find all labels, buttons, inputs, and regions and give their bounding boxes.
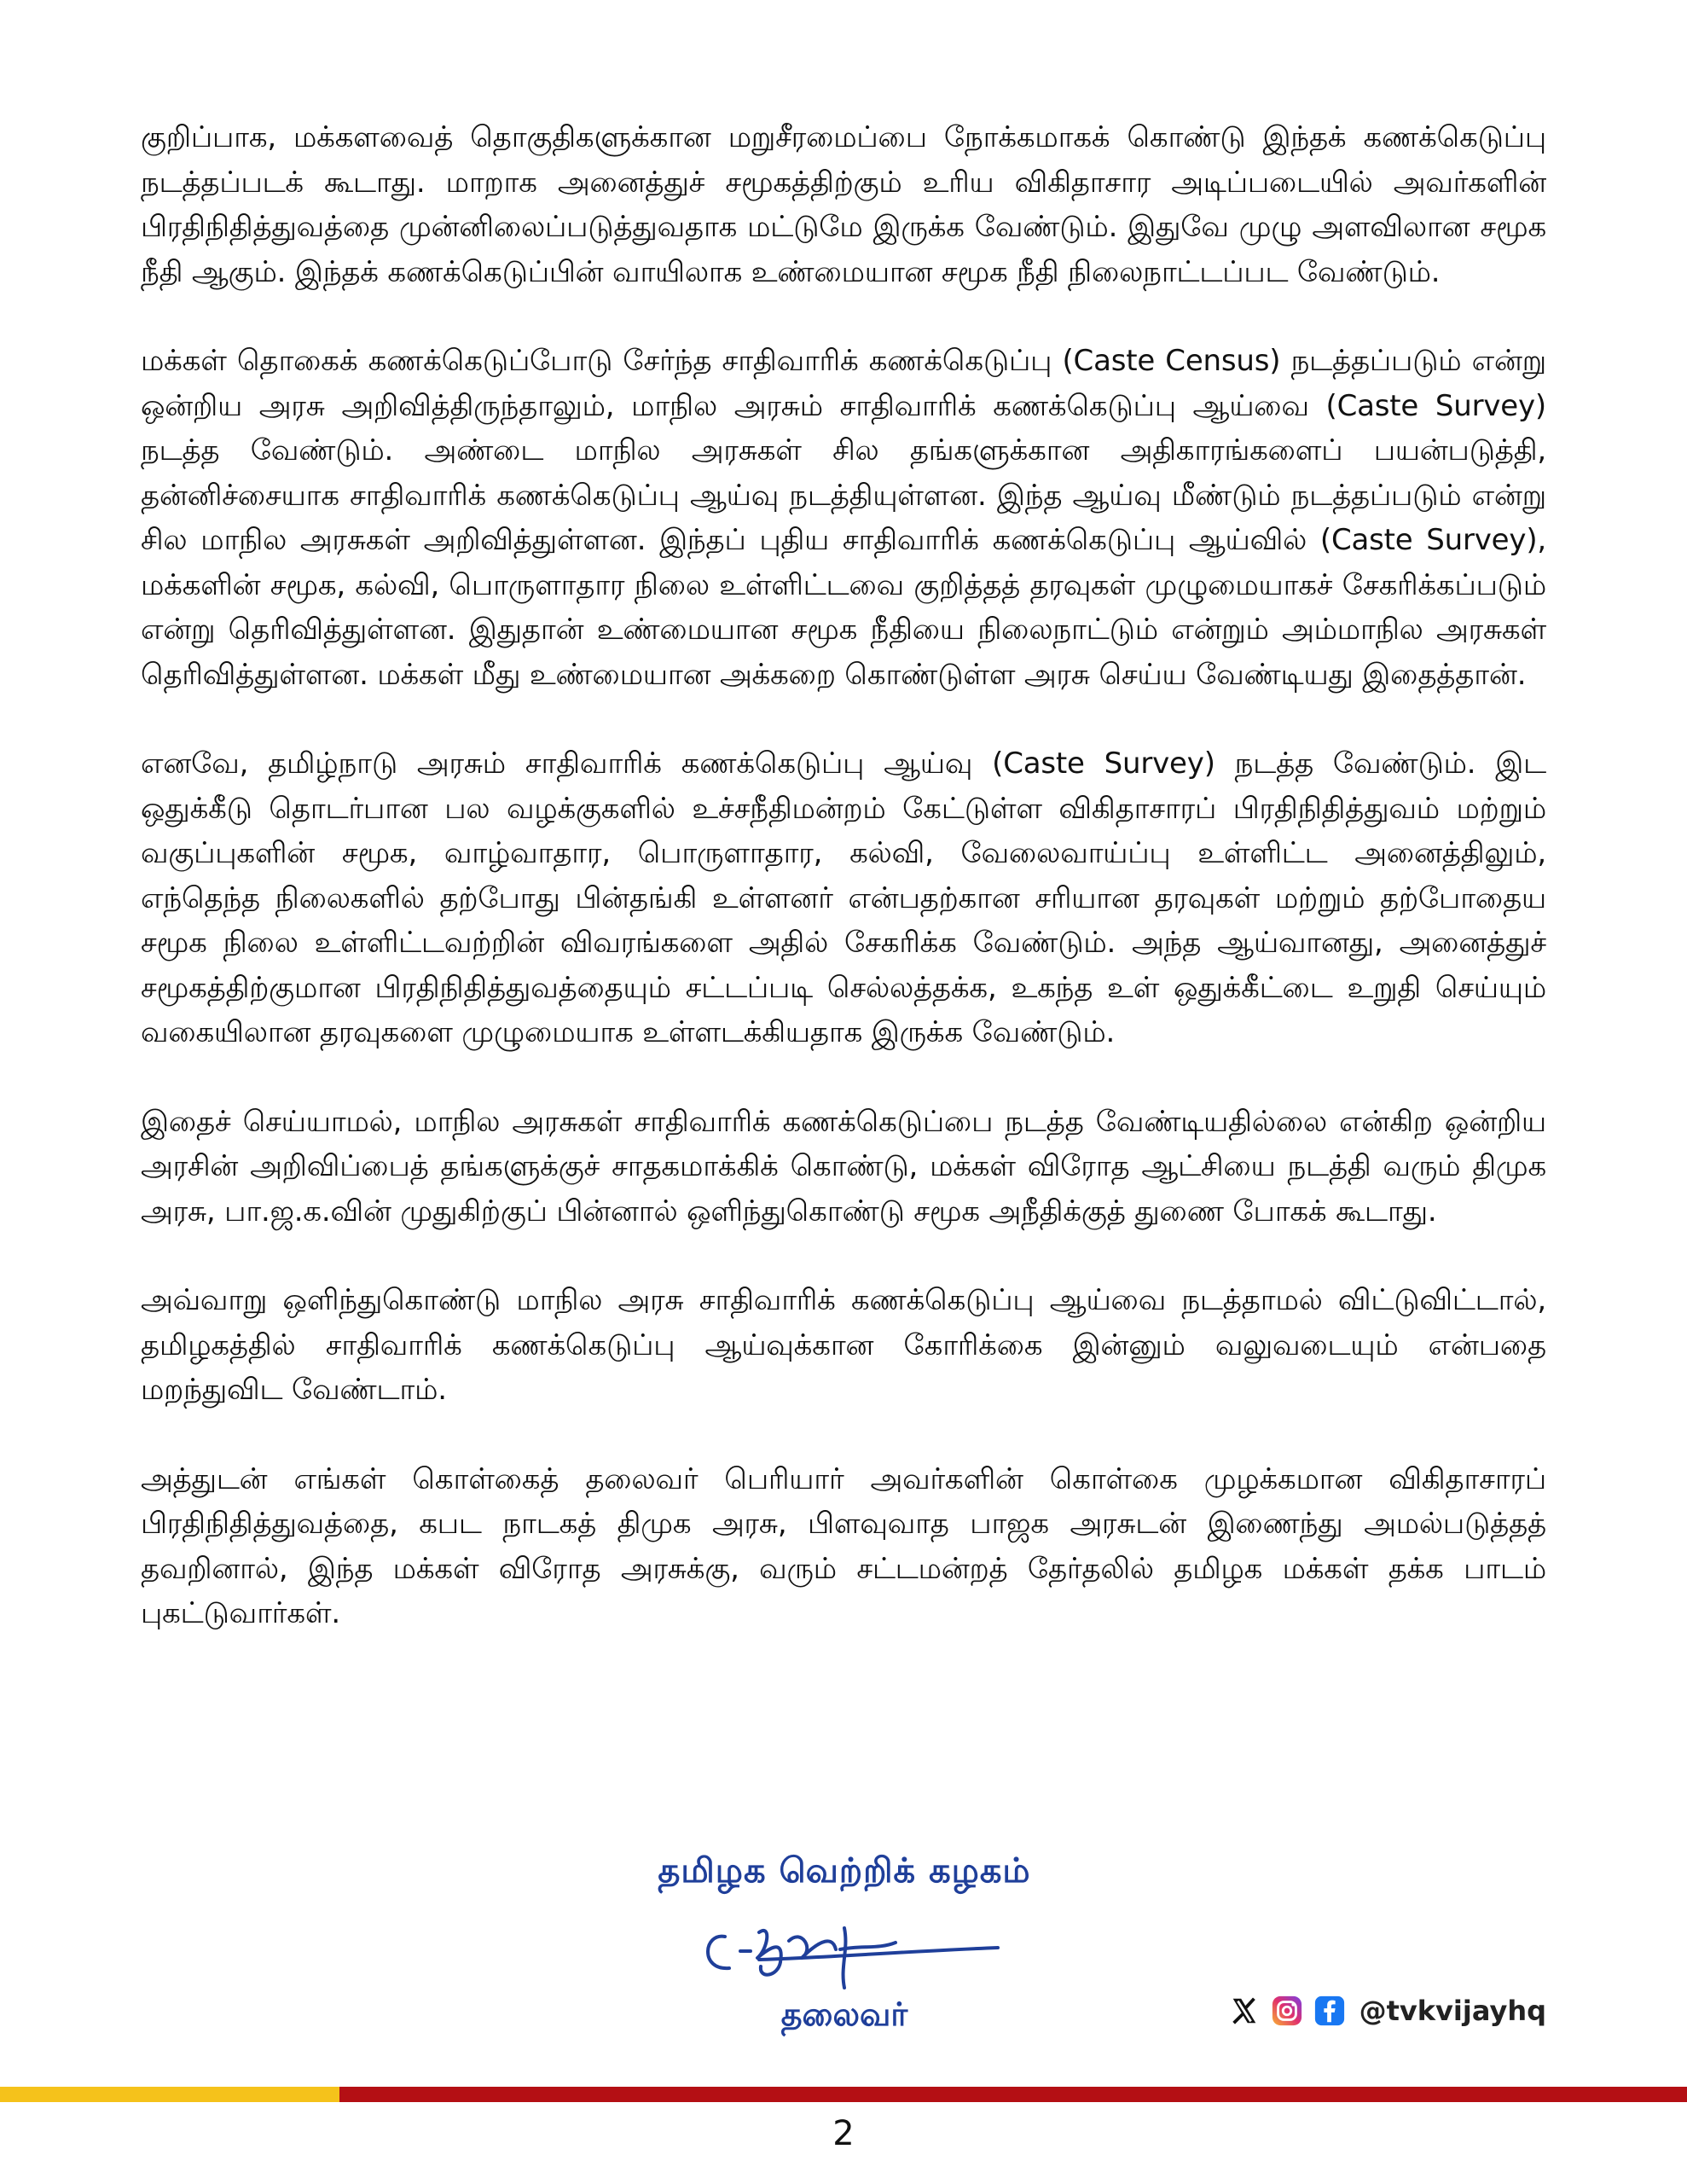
social-handle[interactable]: @tvkvijayhq [1359, 1995, 1546, 2027]
x-icon[interactable] [1228, 1995, 1261, 2027]
footer-stripe-red [339, 2087, 1687, 2102]
social-links [1228, 1995, 1546, 2027]
handwritten-signature [665, 1898, 1023, 2001]
paragraph-5: அவ்வாறு ஒளிந்துகொண்டு மாநில அரசு சாதிவாரிக் கணக்கெடுப்பு ஆய்வை நடத்தாமல் விட்டுவிட்டால், தமிழகத்தில் சாதிவாரிக் கணக்கெடுப்பு ஆய்வுக்கான கோரிக்கை இன்னும் வலுவடையும் என்பதை மறந்துவிட வேண்டாம். [141, 1283, 1546, 1407]
facebook-icon[interactable] [1313, 1995, 1346, 2027]
document-body [141, 115, 1546, 1681]
paragraph-4: இதைச் செய்யாமல், மாநில அரசுகள் சாதிவாரிக் கணக்கெடுப்பை நடத்த வேண்டியதில்லை என்கிற ஒன்றிய அரசின் அறிவிப்பைத் தங்களுக்குச் சாதகமாக்கிக் கொண்டு, மக்கள் விரோத ஆட்சியை நடத்தி வரும் திமுக அரசு, பா.ஜ.க.வின் முதுகிற்குப் பின்னால் ஒளிந்துகொண்டு சமூக அநீதிக்குத் துணை போகக் கூடாது. [141, 1104, 1546, 1228]
organization-name: தமிழக வெற்றிக் கழகம் [658, 1851, 1031, 1891]
page-number: 2 [832, 2114, 855, 2153]
paragraph-6: அத்துடன் எங்கள் கொள்கைத் தலைவர் பெரியார் அவர்களின் கொள்கை முழக்கமான விகிதாசாரப் பிரதிநிதித்துவத்தை, கபட நாடகத் திமுக அரசு, பிளவுவாத பாஜக அரசுடன் இணைந்து அமல்படுத்தத் தவறினால், இந்த மக்கள் விரோத அரசுக்கு, வரும் சட்டமன்றத் தேர்தலில் தமிழக மக்கள் தக்க பாடம் புகட்டுவார்கள். [141, 1461, 1546, 1630]
signature-block [597, 1851, 1092, 2038]
instagram-icon[interactable] [1271, 1995, 1303, 2027]
footer-stripe-yellow [0, 2087, 339, 2102]
paragraph-3: எனவே, தமிழ்நாடு அரசும் சாதிவாரிக் கணக்கெடுப்பு ஆய்வு (Caste Survey) நடத்த வேண்டும். இட ஒதுக்கீடு தொடர்பான பல வழக்குகளில் உச்சநீதிமன்றம் கேட்டுள்ள விகிதாசாரப் பிரதிநிதித்துவம் மற்றும் வகுப்புகளின் சமூக, வாழ்வாதார, பொருளாதார, கல்வி, வேலைவாய்ப்பு உள்ளிட்ட அனைத்திலும், எந்தெந்த நிலைகளில் தற்போது பின்தங்கி உள்ளனர் என்பதற்கான சரியான தரவுகள் மற்றும் தற்போதைய சமூக நிலை உள்ளிட்டவற்றின் விவரங்களை அதில் சேகரிக்க வேண்டும். அந்த ஆய்வானது, அனைத்துச் சமூகத்திற்குமான பிரதிநிதித்துவத்தையும் சட்டப்படி செல்லத்தக்க, உகந்த உள் ஒதுக்கீட்டை உறுதி செய்யும் வகையிலான தரவுகளை முழுமையாக உள்ளடக்கியதாக இருக்க வேண்டும். [141, 746, 1546, 1049]
designation: தலைவர் [780, 1995, 908, 2033]
paragraph-1: குறிப்பாக, மக்களவைத் தொகுதிகளுக்கான மறுசீரமைப்பை நோக்கமாகக் கொண்டு இந்தக் கணக்கெடுப்பு நடத்தப்படக் கூடாது. மாறாக அனைத்துச் சமூகத்திற்கும் உரிய விகிதாசார அடிப்படையில் அவர்களின் பிரதிநிதித்துவத்தை முன்னிலைப்படுத்துவதாக மட்டுமே இருக்க வேண்டும். இதுவே முழு அளவிலான சமூக நீதி ஆகும். இந்தக் கணக்கெடுப்பின் வாயிலாக உண்மையான சமூக நீதி நிலைநாட்டப்பட வேண்டும். [141, 120, 1546, 289]
paragraph-2: மக்கள் தொகைக் கணக்கெடுப்போடு சேர்ந்த சாதிவாரிக் கணக்கெடுப்பு (Caste Census) நடத்தப்படும் என்று ஒன்றிய அரசு அறிவித்திருந்தாலும், மாநில அரசும் சாதிவாரிக் கணக்கெடுப்பு ஆய்வை (Caste Survey) நடத்த வேண்டும். அண்டை மாநில அரசுகள் சில தங்களுக்கான அதிகாரங்களைப் பயன்படுத்தி, தன்னிச்சையாக சாதிவாரிக் கணக்கெடுப்பு ஆய்வு நடத்தியுள்ளன. இந்த ஆய்வு மீண்டும் நடத்தப்படும் என்று சில மாநில அரசுகள் அறிவித்துள்ளன. இந்தப் புதிய சாதிவாரிக் கணக்கெடுப்பு ஆய்வில் (Caste Survey), மக்களின் சமூக, கல்வி, பொருளாதார நிலை உள்ளிட்டவை குறித்தத் தரவுகள் முழுமையாகச் சேகரிக்கப்படும் என்று தெரிவித்துள்ளன. இதுதான் உண்மையான சமூக நீதியை நிலைநாட்டும் என்றும் அம்மாநில அரசுகள் தெரிவித்துள்ளன. மக்கள் மீது உண்மையான அக்கறை கொண்டுள்ள அரசு செய்ய வேண்டியது இதைத்தான். [141, 344, 1546, 692]
